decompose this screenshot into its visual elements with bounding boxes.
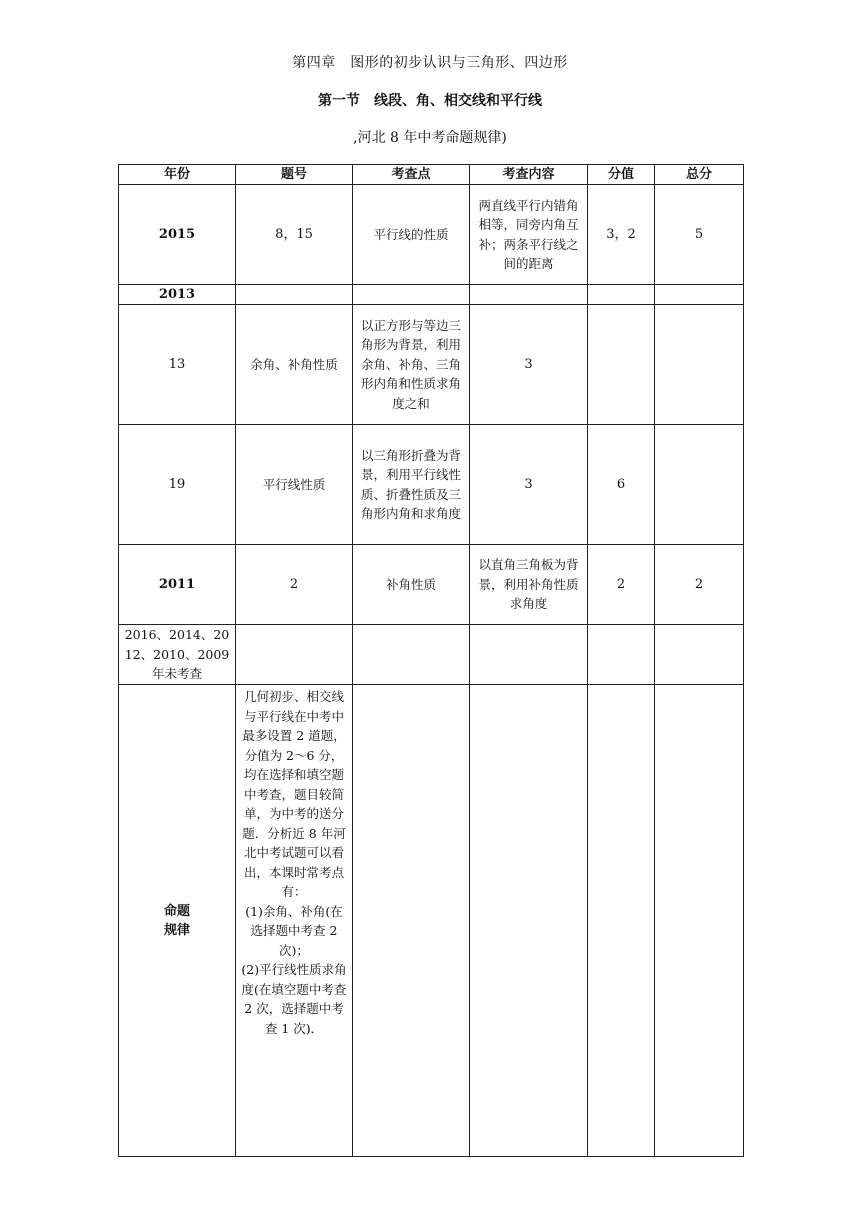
cell-exam-point: 补角性质 bbox=[353, 545, 470, 625]
cell-score: 6 bbox=[588, 425, 655, 545]
cell-exam-point: 以三角形折叠为背景，利用平行线性质、折叠性质及三角形内角和求角度 bbox=[353, 425, 470, 545]
cell-empty bbox=[655, 285, 744, 305]
cell-empty bbox=[655, 305, 744, 425]
cell-exam-content: 以直角三角板为背景，利用补角性质求角度 bbox=[470, 545, 588, 625]
cell-question-number: 8，15 bbox=[236, 185, 353, 285]
cell-year: 13 bbox=[119, 305, 236, 425]
cell-pattern-text bbox=[236, 685, 353, 1157]
cell-year: 2013 bbox=[119, 285, 236, 305]
table-row bbox=[119, 285, 744, 305]
cell-year: 2011 bbox=[119, 545, 236, 625]
col-header-score: 分值 bbox=[588, 165, 655, 185]
pattern-paragraph: 几何初步、相交线与平行线在中考中最多设置 2 道题，分值为 2～6 分，均在选择和填空题中考查，题目较简单，为中考的送分题．分析近 8 年河北中考试题可以看出，本课时常考点有： bbox=[242, 689, 346, 899]
cell-empty bbox=[353, 285, 470, 305]
cell-exam-point: 以正方形与等边三角形为背景，利用余角、补角、三角形内角和性质求角度之和 bbox=[353, 305, 470, 425]
table-row bbox=[119, 625, 744, 685]
table-row bbox=[119, 425, 744, 545]
cell-empty bbox=[588, 305, 655, 425]
section-title: 第一节 线段、角、相交线和平行线 bbox=[318, 93, 542, 109]
cell-score: 3，2 bbox=[588, 185, 655, 285]
table-row bbox=[119, 545, 744, 625]
cell-year: 2015 bbox=[119, 185, 236, 285]
cell-question-number: 2 bbox=[236, 545, 353, 625]
cell-empty bbox=[236, 285, 353, 305]
cell-year: 19 bbox=[119, 425, 236, 545]
col-header-year: 年份 bbox=[119, 165, 236, 185]
col-header-total: 总分 bbox=[655, 165, 744, 185]
pattern-label-line1: 命题 bbox=[163, 903, 190, 919]
table-row bbox=[119, 185, 744, 285]
table-subtitle: ,河北 8 年中考命题规律) bbox=[353, 130, 507, 146]
col-header-exam-content: 考查内容 bbox=[470, 165, 588, 185]
chapter-title: 第四章 图形的初步认识与三角形、四边形 bbox=[292, 55, 568, 71]
table-row bbox=[119, 305, 744, 425]
cell-empty bbox=[353, 685, 470, 1157]
cell-empty bbox=[470, 625, 588, 685]
cell-score: 2 bbox=[588, 545, 655, 625]
cell-question-number: 平行线性质 bbox=[236, 425, 353, 545]
pattern-item-2: (2)平行线性质求角度(在填空题中考查 2 次，选择题中考查 1 次)． bbox=[241, 962, 347, 1036]
cell-pattern-label bbox=[119, 685, 236, 1157]
cell-empty bbox=[655, 425, 744, 545]
cell-total: 2 bbox=[655, 545, 744, 625]
cell-year-not-tested: 2016、2014、2012、2010、2009 年未考查 bbox=[119, 625, 236, 685]
cell-empty bbox=[470, 685, 588, 1157]
cell-exam-content: 两直线平行内错角相等，同旁内角互补；两条平行线之间的距离 bbox=[470, 185, 588, 285]
cell-empty bbox=[588, 285, 655, 305]
pattern-item-1: (1)余角、补角(在选择题中考查 2 次)； bbox=[245, 903, 343, 958]
cell-question-number: 余角、补角性质 bbox=[236, 305, 353, 425]
cell-empty bbox=[655, 685, 744, 1157]
pattern-label-line2: 规律 bbox=[163, 922, 190, 938]
col-header-exam-point: 考查点 bbox=[353, 165, 470, 185]
cell-empty bbox=[655, 625, 744, 685]
cell-exam-content: 3 bbox=[470, 305, 588, 425]
cell-empty bbox=[588, 685, 655, 1157]
cell-empty bbox=[588, 625, 655, 685]
col-header-question-number: 题号 bbox=[236, 165, 353, 185]
table-header-row bbox=[119, 165, 744, 185]
exam-pattern-table bbox=[118, 164, 744, 1157]
cell-total: 5 bbox=[655, 185, 744, 285]
cell-empty bbox=[470, 285, 588, 305]
cell-empty bbox=[353, 625, 470, 685]
table-row-pattern bbox=[119, 685, 744, 1157]
cell-exam-content: 3 bbox=[470, 425, 588, 545]
cell-empty bbox=[236, 625, 353, 685]
cell-exam-point: 平行线的性质 bbox=[353, 185, 470, 285]
